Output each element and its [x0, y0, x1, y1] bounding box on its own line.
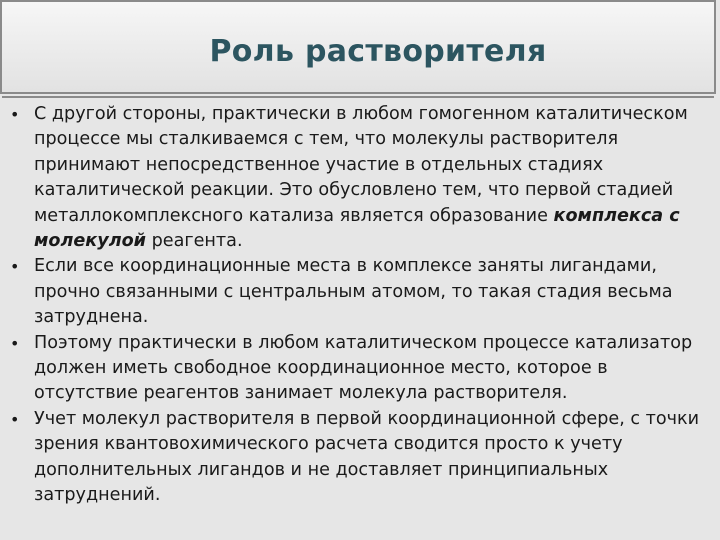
bullet-text-3: Поэтому практически в любом каталитическом процессе катализатор должен иметь свободное координационное место, которое в отсутствие реагентов занимает молекула растворителя.	[34, 332, 693, 404]
slide-content	[0, 102, 720, 509]
bullet-item-1	[0, 102, 720, 254]
bullet-list	[0, 102, 720, 509]
bullet-text-1-after: реагента.	[146, 231, 243, 252]
title-header	[0, 0, 716, 94]
bullet-text-4: Учет молекул растворителя в первой координационной сфере, с точки зрения квантовохимического расчета сводится просто к учету дополнительных лигандов и не доставляет принципиальных затруднений.	[34, 408, 700, 506]
bullet-item-4	[0, 407, 720, 509]
slide-title: Роль растворителя	[209, 34, 547, 69]
bullet-icon: •	[10, 105, 20, 124]
bullet-text-2: Если все координационные места в комплексе заняты лигандами, прочно связанными с центральным атомом, то такая стадия весьма затруднена.	[34, 256, 673, 328]
bullet-icon: •	[10, 333, 20, 353]
bullet-item-2	[0, 254, 720, 330]
bullet-icon: •	[10, 409, 20, 429]
bullet-icon: •	[10, 257, 20, 277]
bullet-item-3	[0, 331, 720, 407]
bullet-text-1-before: С другой стороны, практически в любом гомогенном каталитическом процессе мы сталкиваемся с тем, что молекулы растворителя принимают непосредственное участие в отдельных стадиях каталитической реакции. Это обусловлено тем, что первой стадией металлокомплексного катализа является образование	[34, 104, 688, 226]
bullet-text-1-emphasis: комплекса с молекулой	[34, 205, 680, 252]
